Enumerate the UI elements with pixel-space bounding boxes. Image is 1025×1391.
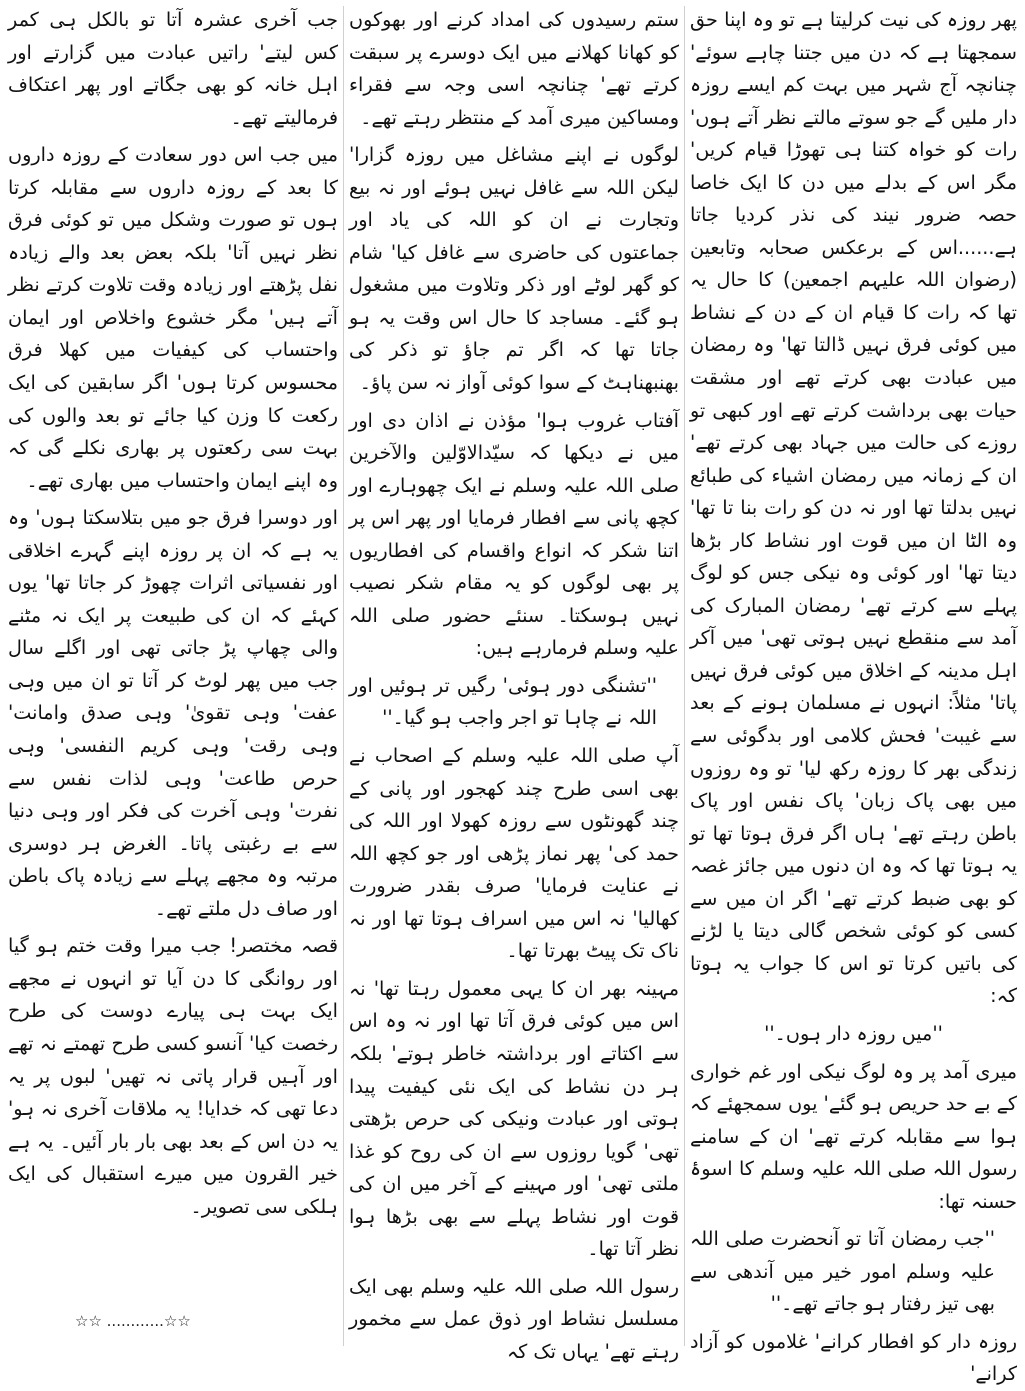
paragraph: میری آمد پر وہ لوگ نیکی اور غم خواری کے بے حد حریص ہو گئے' یوں سمجھئے کہ ہوا سے مقابلہ کرتے تھے' ان کے سامنے رسول اللہ صلی اللہ علیہ وسلم کا اسوۂ حسنہ تھا:	[690, 1059, 1017, 1213]
paragraph: میں جب اس دور سعادت کے روزہ داروں کا بعد کے روزہ داروں سے مقابلہ کرتا ہوں تو صورت وشکل میں تو کوئی فرق نظر نہیں آتا' بلکہ بعض بعد والے زیادہ نفل پڑھتے اور زیادہ وقت تلاوت کرتے نظر آتے ہیں' مگر خشوع واخلاص اور ایمان واحتساب کی کیفیات میں کھلا فرق محسوس کرتا ہوں' اگر سابقین کی ایک رکعت کا وزن کیا جائے تو بعد والوں کی بہت سی رکعتوں پر بھاری نکلے گی کہ وہ اپنے ایمان واحتساب میں بھاری تھے۔	[8, 143, 338, 492]
paragraph: رسول اللہ صلی اللہ علیہ وسلم بھی ایک مسلسل نشاط اور ذوق عمل سے مخمور رہتے تھے' یہاں تک کہ	[349, 1274, 679, 1363]
paragraph: روزہ دار کو افطار کرانے' غلاموں کو آزاد کرانے'	[690, 1329, 1017, 1386]
text-column-left	[8, 4, 338, 1350]
text-column-right	[690, 4, 1017, 1386]
text-column-middle	[349, 4, 679, 1363]
hadith-quote: ''تشنگی دور ہوئی' رگیں تر ہوئیں اور اللہ نے چاہا تو اجر واجب ہو گیا۔''	[349, 673, 657, 730]
column-divider	[343, 6, 344, 1346]
paragraph: مہینہ بھر ان کا یہی معمول رہتا تھا' نہ اس میں کوئی فرق آتا تھا اور نہ وہ اس سے اکتاتے اور برداشتہ خاطر ہوتے' بلکہ ہر دن نشاط کی ایک نئی کیفیت پیدا ہوتی اور عبادت ونیکی کی حرص بڑھتی تھی' گویا روزوں سے ان کی روح کو غذا ملتی تھی' اور مہینے کے آخر میں ان کی قوت اور نشاط پہلے سے بھی بڑھا ہوا نظر آتا تھا۔	[349, 976, 679, 1261]
quote-line: ''میں روزہ دار ہوں۔''	[764, 1021, 943, 1045]
paragraph: لوگوں نے اپنے مشاغل میں روزہ گزارا' لیکن اللہ سے غافل نہیں ہوئے اور نہ بیع وتجارت نے ان کو اللہ کی یاد اور جماعتوں کی حاضری سے غافل کیا' شام کو گھر لوٹے اور ذکر وتلاوت میں مشغول ہو گئے۔ مساجد کا حال اس وقت یہ ہو جاتا تھا کہ اگر تم جاؤ تو ذکر کی بھنبھناہٹ کے سوا کوئی آواز نہ سن پاؤ۔	[349, 143, 679, 395]
paragraph: پھر روزہ کی نیت کرلیتا ہے تو وہ اپنا حق سمجھتا ہے کہ دن میں جتنا چاہے سوئے' چنانچہ آج شہر میں بہت کم ایسے روزہ دار ملیں گے جو سوتے مالتے نظر آتے ہوں' رات کو خواہ کتنا ہی تھوڑا قیام کریں' مگر اس کے بدلے میں دن کا ایک خاصا حصہ ضرور نیند کی نذر کردیا جاتا ہے......اس کے برعکس صحابہ وتابعین (رضوان اللہ علیہم اجمعین) کا حال یہ تھا کہ رات کا قیام ان کے دن کے نشاط میں کوئی فرق نہیں ڈالتا تھا' وہ رمضان میں عبادت بھی کرتے تھے اور مشقت حیات بھی برداشت کرتے تھے اور کبھی تو روزے کی حالت میں جہاد بھی کرتے تھے' ان کے زمانہ میں رمضان اشیاء کی طبائع نہیں بدلتا تھا اور نہ دن کو رات بنا تا تھا' وہ الٹا ان میں قوت اور نشاط کار بڑھا دیتا تھا' اور کوئی وہ نیکی جس کو لوگ پہلے سے کرتے تھے' رمضان المبارک کی آمد سے منقطع نہیں ہوتی تھی' میں آکر اہل مدینہ کے اخلاق میں کوئی فرق نہیں پاتا' مثلاً: انہوں نے مسلمان ہونے کے بعد سے غیبت' فحش کلامی اور بدگوئی سے زندگی بھر کا روزہ رکھ لیا' تو وہ روزوں میں بھی پاک زبان' پاک نفس اور پاک باطن رہتے تھے' ہاں اگر فرق ہوتا تھا تو یہ ہوتا تھا کہ وہ ان دنوں میں جائز غصہ کو بھی ضبط کرتے تھے' اگر ان میں سے کسی کو کوئی شخص گالی دیتا یا لڑنے کی باتیں کرتا تو اس کا جواب یہ ہوتا کہ:	[690, 8, 1017, 1008]
paragraph: آفتاب غروب ہوا' مؤذن نے اذان دی اور میں نے دیکھا کہ سیّدالاوّلین والآخرین صلی اللہ علیہ وسلم نے ایک چھوہارے اور کچھ پانی سے افطار فرمایا اور پھر اس پر اتنا شکر کہ انواع واقسام کی افطاریوں پر بھی لوگوں کو یہ مقام شکر نصیب نہیں ہوسکتا۔ سنئے حضور صلی اللہ علیہ وسلم فرمارہے ہیں:	[349, 408, 679, 660]
paragraph: قصہ مختصر! جب میرا وقت ختم ہو گیا اور روانگی کا دن آیا تو انہوں نے مجھے ایک بہت ہی پیارے دوست کی طرح رخصت کیا' آنسو کسی طرح تھمتے نہ تھے اور آہیں قرار پاتی نہ تھیں' لبوں پر یہ دعا تھی کہ خدایا! یہ ملاقات آخری نہ ہو' یہ دن اس کے بعد بھی بار بار آئیں۔ یہ ہے خیر القرون میں میرے استقبال کی ایک ہلکی سی تصویر۔	[8, 934, 338, 1218]
end-ornament: ☆☆ ............☆☆	[75, 1312, 191, 1330]
paragraph: جب آخری عشرہ آتا تو بالکل ہی کمر کس لیتے' راتیں عبادت میں گزارتے اور اہل خانہ کو بھی جگاتے اور پھر اعتکاف فرمالیتے تھے۔	[8, 8, 338, 129]
paragraph: ستم رسیدوں کی امداد کرنے اور بھوکوں کو کھانا کھلانے میں ایک دوسرے پر سبقت کرتے تھے' چنانچہ اسی وجہ سے فقراء ومساکین میری آمد کے منتظر رہتے تھے۔	[349, 8, 679, 129]
paragraph: اور دوسرا فرق جو میں بتلاسکتا ہوں' وہ یہ ہے کہ ان پر روزہ اپنے گہرے اخلاقی اور نفسیاتی اثرات چھوڑ کر جاتا تھا' یوں کہئے کہ ان کی طبیعت پر ایک نہ مٹنے والی چھاپ پڑ جاتی تھی اور اگلے سال جب میں پھر لوٹ کر آتا تو ان میں وہی عفت' وہی تقویٰ' وہی صدق وامانت' وہی رقت' وہی کریم النفسی' وہی حرص طاعت' وہی لذات نفس سے نفرت' وہی آخرت کی فکر اور وہی دنیا سے بے رغبتی پاتا۔ الغرض ہر دوسری مرتبہ وہ مجھے پہلے سے زیادہ پاک باطن اور صاف دل ملتے تھے۔	[8, 506, 338, 920]
hadith-quote: ''جب رمضان آتا تو آنحضرت صلی اللہ علیہ وسلم امور خیر میں آندھی سے بھی تیز رفتار ہو جاتے تھے۔''	[690, 1227, 995, 1316]
column-divider	[684, 6, 685, 1346]
paragraph: آپ صلی اللہ علیہ وسلم کے اصحاب نے بھی اسی طرح چند کھجور اور پانی کے چند گھونٹوں سے روزہ کھولا اور اللہ کی حمد کی' پھر نماز پڑھی اور جو کچھ اللہ نے عنایت فرمایا' صرف بقدر ضرورت کھالیا' نہ اس میں اسراف ہوتا تھا اور نہ ناک تک پیٹ بھرتا تھا۔	[349, 744, 679, 963]
